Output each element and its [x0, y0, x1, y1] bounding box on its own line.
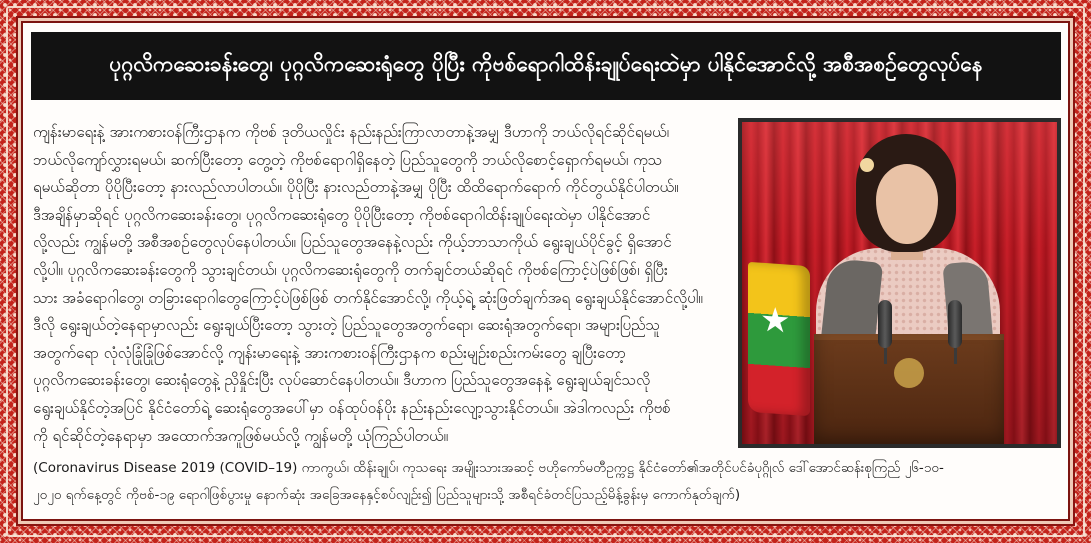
caption-line: ၂၀၂၀ ရက်နေ့တွင် ကိုဗစ်-၁၉ ရောဂါဖြစ်ပွားမှု နောက်ဆုံး အခြေအနေနှင့်စပ်လျဉ်း၍ ပြည်သူများသို့ အစီရင်ခံတင်ပြသည့်မိန့်ခွန်းမှ ကောက်နုတ်ချက်)	[33, 487, 741, 503]
body-line: ဒီအချိန်မှာဆိုရင် ပုဂ္ဂလိကဆေးခန်းတွေ၊ ပုဂ္ဂလိကဆေးရုံတွေ ပိုပိုပြီးတော့ ကိုဗစ်ရောဂါထိန်းချုပ်ရေးထဲမှာ ပါနိုင်အောင်	[33, 205, 651, 224]
headline: ပုဂ္ဂလိကဆေးခန်းတွေ၊ ပုဂ္ဂလိကဆေးရုံတွေ ပိုပြီး ကိုဗစ်ရောဂါထိန်းချုပ်ရေးထဲမှာ ပါနိုင်အောင်လို့ အစီအစဉ်တွေလုပ်နေ	[31, 32, 1061, 100]
body-line: အတွက်ရော လုံလုံခြုံခြုံဖြစ်အောင်လို့ ကျန်းမာရေးနဲ့ အားကစားဝန်ကြီးဌာနက စည်းမျဉ်းစည်းကမ်းတွေ ချပြီးတော့	[33, 343, 626, 362]
podium	[814, 334, 1004, 448]
star-icon: ★	[760, 299, 791, 342]
microphone-icon	[948, 300, 962, 348]
body-line: ဒီလို ရွေးချယ်တဲ့နေရာမှာလည်း ရွေးချယ်ပြီးတော့ သွားတဲ့ ပြည်သူတွေအတွက်ရော၊ ဆေးရုံအတွက်ရော၊ အများပြည်သူ	[33, 316, 661, 335]
hair-flower	[860, 158, 874, 172]
photo-caption	[33, 455, 1061, 511]
body-line: ပုဂ္ဂလိကဆေးခန်းတွေ၊ ဆေးရုံတွေနဲ့ ညှိနှိုင်းပြီး လုပ်ဆောင်နေပါတယ်။ ဒီဟာက ပြည်သူတွေအနေနဲ့ ရွေးချယ်ချင်သလို	[33, 371, 651, 390]
body-line: ရမယ်ဆိုတာ ပိုပိုပြီးတော့ နားလည်လာပါတယ်။ ပိုပိုပြီး နားလည်တာနဲ့အမျှ ပိုပြီး ထိထိရောက်ရောက် ကိုင်တွယ်နိုင်ပါတယ်။	[33, 178, 679, 197]
body-line: လို့ပါ။ ပုဂ္ဂလိကဆေးခန်းတွေကို သွားချင်တယ်၊ ပုဂ္ဂလိကဆေးရုံတွေကို တက်ချင်တယ်ဆိုရင် ကိုဗစ်ကြောင့်ပဲဖြစ်ဖြစ်၊ ရှိပြီး	[33, 260, 668, 279]
caption-line: (Coronavirus Disease 2019 (COVID–19) ကာကွယ်၊ ထိန်းချုပ်၊ ကုသရေး အမျိုးသားအဆင့် ဗဟိုကော်မတီဥက္ကဋ္ဌ နိုင်ငံတော်၏အတိုင်ပင်ခံပုဂ္ဂိုလ် ဒေါ်အောင်ဆန်းစုကြည် ၂၆-၁၀-	[33, 460, 944, 476]
body-line: သား အခံရောဂါတွေ၊ တခြားရောဂါတွေကြောင့်ပဲဖြစ်ဖြစ် တက်နိုင်အောင်လို့၊ ကိုယ့်ရဲ့ ဆုံးဖြတ်ချက်အရ ရွေးချယ်နိုင်အောင်လို့ပါ။	[33, 288, 703, 307]
podium-emblem	[894, 358, 924, 388]
article-body	[33, 119, 730, 451]
myanmar-flag	[748, 262, 810, 416]
microphone-icon	[878, 300, 892, 348]
body-line: ကျန်းမာရေးနဲ့ အားကစားဝန်ကြီးဌာနက ကိုဗစ် ဒုတိယလှိုင်း နည်းနည်းကြာလာတာနဲ့အမျှ ဒီဟာကို ဘယ်လိုရင်ဆိုင်ရမယ်၊	[33, 123, 669, 141]
body-line: လို့လည်း ကျွန်မတို့ အစီအစဉ်တွေလုပ်နေပါတယ်။ ပြည်သူတွေအနေနဲ့လည်း ကိုယ့်ဘာသာကိုယ် ရွေးချယ်ပိုင်ခွင့် ရှိအောင်	[33, 233, 672, 252]
speaker-photo	[738, 118, 1061, 448]
body-line: ရွေးချယ်နိုင်တဲ့အပြင် နိုင်ငံတော်ရဲ့ ဆေးရုံတွေအပေါ်မှာ ဝန်ထုပ်ဝန်ပိုး နည်းနည်းလျော့သွားနိုင်တယ်။ အဲဒါကလည်း ကိုဗစ်	[33, 398, 671, 417]
body-line: ကို ရင်ဆိုင်တဲ့နေရာမှာ အထောက်အကူဖြစ်မယ်လို့ ကျွန်မတို့ ယုံကြည်ပါတယ်။	[33, 426, 449, 445]
body-line: ဘယ်လိုကျော်လွှားရမယ်၊ ဆက်ပြီးတော့ တွေ့တဲ့ ကိုဗစ်ရောဂါရှိနေတဲ့ ပြည်သူတွေကို ဘယ်လိုစောင့်ရှောက်ရမယ်၊ ကုသ	[33, 150, 663, 169]
